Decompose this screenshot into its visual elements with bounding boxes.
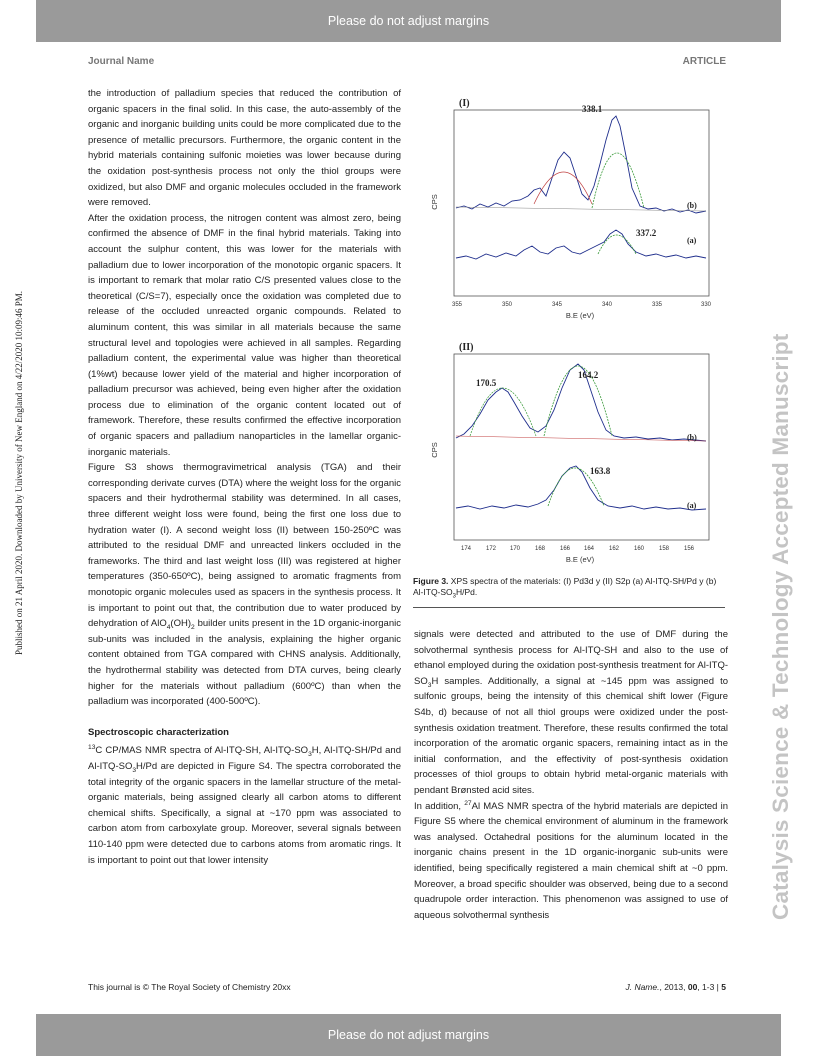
footer-citation: J. Name., 2013, 00, 1-3 | 5 (625, 982, 726, 992)
tick-label: 172 (485, 546, 497, 552)
publication-side-note: Published on 21 April 2020. Downloaded by University of New England on 4/22/2020 10:09:46 PM. (14, 291, 24, 655)
peak-label: 164.2 (578, 370, 599, 380)
tick-label: 156 (683, 546, 695, 552)
paragraph: In addition, $^{27}$Al MAS NMR spectra of the hybrid materials are depicted in Figure S5 where the chemical environment of aluminum in the framework was analysed. Octahedral positions for the aluminum located in the inorganic chains present in the 1D organic-inorganic sub-units were identified, being specifically registered a main chemical shift at ~0 ppm. Moreover, a broad specific shoulder was observed, being due to a second quadrupole order interaction. This phenomenon was assigned to use of aqueous solvothermal synthesis (414, 799, 728, 921)
tick-label: 335 (651, 302, 663, 308)
spectrum-a-line (456, 230, 706, 259)
left-text-column (88, 86, 401, 868)
xps-spectra-graphic (414, 96, 728, 576)
curve-label: (b) (687, 201, 697, 210)
running-head-article: ARTICLE (682, 56, 726, 67)
tick-label: 162 (608, 546, 620, 552)
tick-label: 340 (601, 302, 613, 308)
accepted-manuscript-watermark: Catalysis Science & Technology Accepted Manuscript (768, 333, 793, 920)
curve-label: (b) (687, 433, 697, 442)
tick-label: 166 (559, 546, 571, 552)
tick-label: 164 (583, 546, 595, 552)
peak-label: 170.5 (476, 378, 497, 388)
x-axis-label: B.E (eV) (565, 311, 595, 320)
tick-label: 170 (509, 546, 521, 552)
figure-divider (413, 607, 725, 608)
x-axis-label: B.E (eV) (565, 555, 595, 564)
tick-label: 174 (460, 546, 472, 552)
panel-label: (I) (459, 98, 470, 109)
peak-label: 163.8 (590, 466, 611, 476)
tick-label: 160 (633, 546, 645, 552)
tick-label: 350 (501, 302, 513, 308)
banner-text: Please do not adjust margins (327, 1028, 490, 1042)
tick-label: 355 (451, 302, 463, 308)
tick-label: 345 (551, 302, 563, 308)
curve-label: (a) (687, 501, 697, 510)
top-margin-banner (36, 0, 781, 42)
spectrum-b-line (456, 116, 706, 213)
fit-peak (592, 153, 644, 208)
baseline (456, 207, 706, 211)
right-text-column (414, 627, 728, 923)
paragraph: $^{13}$C CP/MAS NMR spectra of Al-ITQ-SH, $Al-ITQ-SO_3H$, Al-ITQ-SH/Pd and $Al-ITQ-SO_3H/Pd$ are depicted in Figure S4. The spectra corroborated the total integrity of the organic spacers in the lamellar structure of the metal-organic materials, being assigned clearly all carbon atoms to different chemical shifts. Specifically, a signal at ~170 ppm was associated to carbon atom from carboxylate group. Moreover, several signals between 110-140 ppm were detected due to carbons atoms from aromatic rings. It is important to point out that lower intensity (88, 744, 401, 866)
running-head-journal: Journal Name (88, 56, 155, 67)
paragraph: Figure S3 shows thermogravimetrical analysis (TGA) and their corresponding derivate curves (DTA) where the weight loss for the organic spacers and their hydrothermal stability was determined. In all cases, three different weight loss were found, being the first one loss due to hydration water (I). A second weight loss (II) between 150-250ºC was attributed to the residual DMF and unreacted linkers occluded in the frameworks. The third and last weight loss (III) was registered at higher temperatures (350-650ºC), being assigned to aromatic fragments from monotopic organic molecules used as spacers in the synthesis process. It is important to point out that, the contribution due to water produced by dehydration of $AlO_4(OH)_2$ builder units present in the 1D organic-inorganic sub-units was included in the analysis, explaining the higher organic content obtained from TGA compared with CHNS analysis. Additionally, the hydrothermal stability was detected from DTA curves, being clearly higher for the materials without palladium (600ºC) than when the palladium was incorporated (400-500ºC). (88, 462, 401, 708)
baseline (456, 436, 706, 441)
bottom-margin-banner (36, 1014, 781, 1056)
peak-label: 337.2 (636, 228, 657, 238)
paragraph: After the oxidation process, the nitrogen content was almost zero, being confirmed the absence of DMF in the final hybrid materials. Taking into account the sulphur content, this was lower for the materials with palladium due to lower incorporation of the monotopic organic spacers. It is important to remark that molar ratio C/S presented values close to the theoretical (C/S=7), especially once the oxidation was completed due to release of the occluded unreacted organic compounds. Related to aluminum content, this was similar in all materials because the same structural level and topologies were achieved in all samples. Regarding palladium content, the experimental value was higher than theoretical (1%wt) because lower yield of the material and higher incorporation of palladium precursor was achieved, being even higher after the oxidation process due to elimination of the organic content located out of framework. Therefore, these results confirmed the effective incorporation of organic spacers and palladium nanoparticles in the lamellar organic-inorganic materials. (88, 212, 401, 458)
xps-figure (414, 96, 728, 620)
footer-copyright: This journal is © The Royal Society of Chemistry 20xx (88, 982, 291, 992)
plot-frame (454, 110, 709, 296)
paragraph: the introduction of palladium species that reduced the contribution of organic spacers in the final solid. In this case, the auto-assembly of the organic and inorganic building units could be more complicated due to the presence of metallic precursors. Furthermore, the organic content in the hybrid materials containing sulfonic moieties was lower because during the oxidation post-synthesis process not only the thiol groups were oxidized, but also DMF and organic molecules occluded in the framework were removed. (88, 88, 401, 209)
y-axis-label: CPS (430, 442, 439, 458)
tick-label: 168 (534, 546, 546, 552)
peak-label: 338.1 (582, 104, 603, 114)
curve-label: (a) (687, 236, 697, 245)
fit-peak (598, 235, 636, 254)
panel-label: (II) (459, 342, 474, 353)
spectrum-a-line (456, 466, 706, 510)
section-title: Spectroscopic characterization (88, 726, 229, 738)
fit-peak (534, 172, 592, 204)
tick-label: 330 (700, 302, 712, 308)
y-axis-label: CPS (430, 194, 439, 210)
paragraph: signals were detected and attributed to the use of DMF during the solvothermal synthesis process for Al-ITQ-SH and also to the use of ethanol employed during the oxidation post-synthesis treatment for $Al-ITQ-SO_3H$ samples. Additionally, a signal at ~145 ppm was assigned to sulfonic groups, being the intensity of this chemical shift lower (Figure S4b, d) because of not all thiol groups were oxidized under the post-synthesis oxidation treatment. Therefore, these results confirmed the total incorporation of the aromatic organic spacers, remaining intact as in the initial conformation, and the effectivity of post-synthesis oxidation processes of thiol groups to obtain hybrid metal-organic materials with pendant Brønsted acid sites. (414, 629, 728, 796)
banner-text: Please do not adjust margins (327, 14, 490, 28)
fit-peak (470, 388, 536, 436)
figure-caption: Figure 3. XPS spectra of the materials: (I) Pd3d y (II) S2p (a) Al-ITQ-SH/Pd y (b) $Al-ITQ-SO_3H/Pd$. (413, 576, 717, 600)
tick-label: 158 (658, 546, 670, 552)
